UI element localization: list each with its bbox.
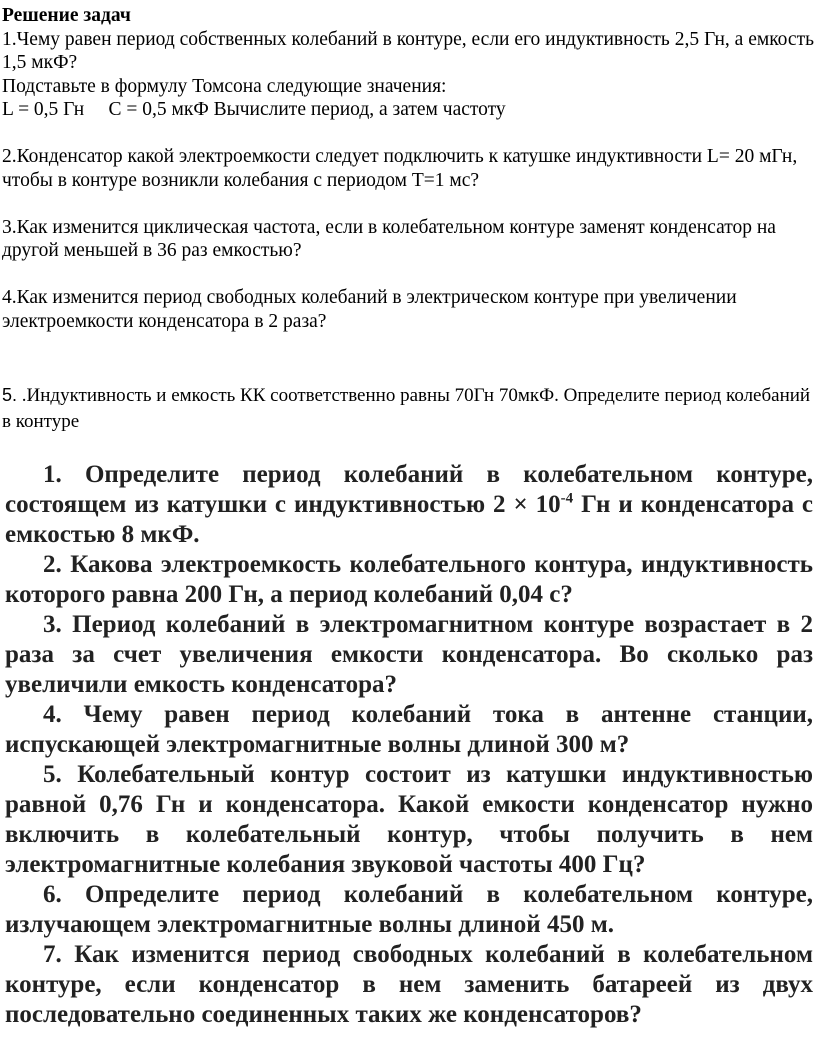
problem-5 [2,382,814,435]
scanned-problem-list [5,460,813,1030]
problem-2: 2.Конденсатор какой электроемкости следует подключить к катушке индуктивности L= 20 мГн, чтобы в контуре возникли колебания с периодом Т=1 мс? [2,146,798,191]
page-title: Решение задач [2,5,131,26]
exponent: -4 [560,490,574,507]
spacer [2,263,816,287]
spacer [2,192,816,216]
scanned-problem-7: 7. Как изменится период свободных колебаний в колебательном контуре, если конденсатор в нем заменить батареей из двух последовательно соединенных таких же конденсаторов? [5,941,813,1028]
problem-4: 4.Как изменится период свободных колебаний в электрическом контуре при увеличении электроемкости конденсатора в 2 раза? [2,287,737,332]
typed-problems [2,4,816,333]
scanned-problem-1-text-end: Гн и конденсатора с емкостью 8 мкФ. [5,491,813,548]
scanned-problem-4: 4. Чему равен период колебаний тока в антенне станции, испускающей электромагнитные волны длиной 300 м? [5,701,813,758]
problem-1-hint: Подставьте в формулу Томсона следующие значения: [2,75,447,97]
problem-1: 1.Чему равен период собственных колебаний в контуре, если его индуктивность 2,5 Гн, а емкость 1,5 мкФ? [2,28,814,73]
scanned-problem-2: 2. Какова электроемкость колебательного контура, индуктивность которого равна 200 Гн, а период колебаний 0,04 с? [5,551,813,608]
problem-5-text: .Индуктивность и емкость КК соответственно равны 70Гн 70мкФ. Определите период колебаний в контуре [2,385,811,432]
scanned-problem-1 [5,460,813,550]
scanned-problem-1-text: 1. Определите период колебаний в колебательном контуре, состоящем из катушки с индуктивностью 2 × 10 [5,461,813,518]
spacer [2,122,816,146]
problem-5-number: 5. [2,385,18,405]
scanned-problem-5: 5. Колебательный контур состоит из катушки индуктивностью равной 0,76 Гн и конденсатора. Какой емкости конденсатор нужно включить в колебательный контур, чтобы получить в нем электромагнитные колебания звуковой частоты 400 Гц? [5,761,813,878]
problem-1-values: L = 0,5 Гн С = 0,5 мкФ Вычислите период, а затем частоту [2,99,506,120]
scanned-problem-6: 6. Определите период колебаний в колебательном контуре, излучающем электромагнитные волны длиной 450 м. [5,881,813,938]
scanned-problem-3: 3. Период колебаний в электромагнитном контуре возрастает в 2 раза за счет увеличения емкости конденсатора. Во сколько раз увеличили емкость конденсатора? [5,611,813,698]
problem-3: 3.Как изменится циклическая частота, если в колебательном контуре заменят конденсатор на другой меньшей в 36 раз емкостью? [2,216,776,261]
